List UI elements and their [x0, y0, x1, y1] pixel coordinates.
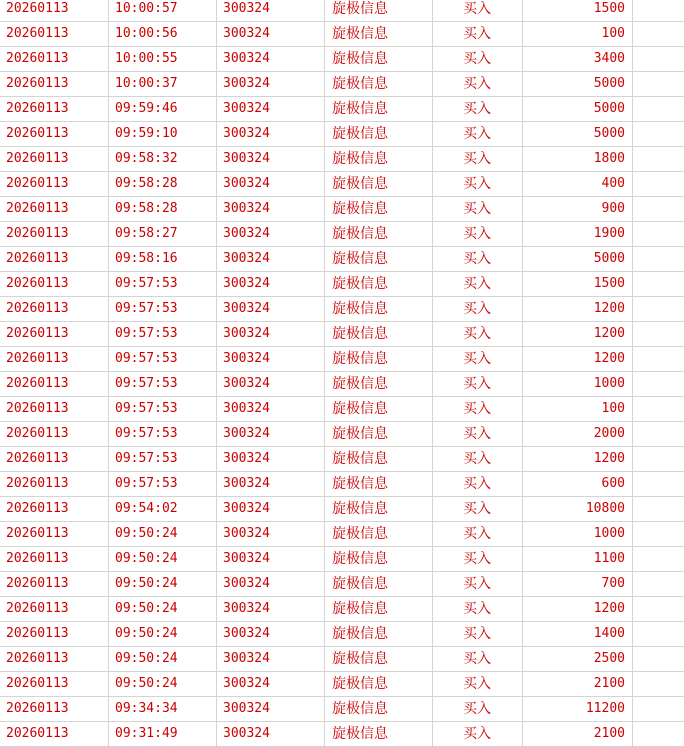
volume-cell: 5000	[523, 122, 633, 146]
direction-cell: 买入	[433, 172, 523, 196]
stock-code-cell: 300324	[217, 72, 325, 96]
date-cell: 20260113	[0, 197, 109, 221]
date-cell: 20260113	[0, 447, 109, 471]
table-row[interactable]	[0, 597, 684, 622]
stock-name-cell: 旋极信息	[325, 547, 433, 571]
direction-cell: 买入	[433, 397, 523, 421]
stock-code-cell: 300324	[217, 97, 325, 121]
volume-cell: 2000	[523, 422, 633, 446]
time-cell: 09:50:24	[109, 647, 217, 671]
volume-cell: 1200	[523, 322, 633, 346]
time-cell: 09:50:24	[109, 522, 217, 546]
direction-cell: 买入	[433, 622, 523, 646]
empty-cell	[633, 97, 684, 121]
table-row[interactable]	[0, 647, 684, 672]
stock-name-cell: 旋极信息	[325, 497, 433, 521]
date-cell: 20260113	[0, 122, 109, 146]
empty-cell	[633, 72, 684, 96]
stock-code-cell: 300324	[217, 22, 325, 46]
stock-name-cell: 旋极信息	[325, 97, 433, 121]
stock-name-cell: 旋极信息	[325, 0, 433, 21]
stock-code-cell: 300324	[217, 47, 325, 71]
time-cell: 09:57:53	[109, 297, 217, 321]
stock-name-cell: 旋极信息	[325, 22, 433, 46]
time-cell: 09:57:53	[109, 447, 217, 471]
table-row[interactable]	[0, 372, 684, 397]
stock-name-cell: 旋极信息	[325, 597, 433, 621]
stock-name-cell: 旋极信息	[325, 47, 433, 71]
stock-code-cell: 300324	[217, 272, 325, 296]
volume-cell: 10800	[523, 497, 633, 521]
volume-cell: 400	[523, 172, 633, 196]
direction-cell: 买入	[433, 0, 523, 21]
direction-cell: 买入	[433, 447, 523, 471]
volume-cell: 1900	[523, 222, 633, 246]
empty-cell	[633, 147, 684, 171]
direction-cell: 买入	[433, 722, 523, 746]
direction-cell: 买入	[433, 22, 523, 46]
direction-cell: 买入	[433, 647, 523, 671]
time-cell: 09:50:24	[109, 597, 217, 621]
date-cell: 20260113	[0, 672, 109, 696]
stock-code-cell: 300324	[217, 172, 325, 196]
volume-cell: 1500	[523, 272, 633, 296]
date-cell: 20260113	[0, 347, 109, 371]
table-row[interactable]	[0, 197, 684, 222]
direction-cell: 买入	[433, 472, 523, 496]
direction-cell: 买入	[433, 147, 523, 171]
date-cell: 20260113	[0, 0, 109, 21]
time-cell: 09:57:53	[109, 472, 217, 496]
stock-name-cell: 旋极信息	[325, 447, 433, 471]
volume-cell: 2100	[523, 722, 633, 746]
stock-code-cell: 300324	[217, 697, 325, 721]
stock-name-cell: 旋极信息	[325, 722, 433, 746]
direction-cell: 买入	[433, 347, 523, 371]
stock-name-cell: 旋极信息	[325, 347, 433, 371]
empty-cell	[633, 672, 684, 696]
time-cell: 09:31:49	[109, 722, 217, 746]
date-cell: 20260113	[0, 472, 109, 496]
empty-cell	[633, 197, 684, 221]
stock-name-cell: 旋极信息	[325, 472, 433, 496]
stock-code-cell: 300324	[217, 222, 325, 246]
empty-cell	[633, 322, 684, 346]
empty-cell	[633, 247, 684, 271]
stock-code-cell: 300324	[217, 347, 325, 371]
stock-code-cell: 300324	[217, 647, 325, 671]
direction-cell: 买入	[433, 47, 523, 71]
empty-cell	[633, 497, 684, 521]
direction-cell: 买入	[433, 522, 523, 546]
direction-cell: 买入	[433, 572, 523, 596]
date-cell: 20260113	[0, 22, 109, 46]
time-cell: 09:57:53	[109, 347, 217, 371]
date-cell: 20260113	[0, 272, 109, 296]
date-cell: 20260113	[0, 497, 109, 521]
time-cell: 09:50:24	[109, 572, 217, 596]
stock-code-cell: 300324	[217, 322, 325, 346]
direction-cell: 买入	[433, 247, 523, 271]
stock-code-cell: 300324	[217, 197, 325, 221]
empty-cell	[633, 0, 684, 21]
stock-name-cell: 旋极信息	[325, 172, 433, 196]
stock-code-cell: 300324	[217, 672, 325, 696]
table-row[interactable]	[0, 0, 684, 22]
table-row[interactable]	[0, 322, 684, 347]
time-cell: 10:00:56	[109, 22, 217, 46]
direction-cell: 买入	[433, 547, 523, 571]
date-cell: 20260113	[0, 597, 109, 621]
empty-cell	[633, 122, 684, 146]
volume-cell: 1200	[523, 597, 633, 621]
volume-cell: 1000	[523, 522, 633, 546]
time-cell: 09:58:28	[109, 197, 217, 221]
volume-cell: 1100	[523, 547, 633, 571]
direction-cell: 买入	[433, 672, 523, 696]
direction-cell: 买入	[433, 697, 523, 721]
stock-code-cell: 300324	[217, 0, 325, 21]
volume-cell: 1400	[523, 622, 633, 646]
empty-cell	[633, 222, 684, 246]
table-row[interactable]	[0, 347, 684, 372]
empty-cell	[633, 647, 684, 671]
direction-cell: 买入	[433, 272, 523, 296]
volume-cell: 5000	[523, 247, 633, 271]
volume-cell: 700	[523, 572, 633, 596]
table-row[interactable]	[0, 672, 684, 697]
stock-code-cell: 300324	[217, 472, 325, 496]
stock-code-cell: 300324	[217, 147, 325, 171]
volume-cell: 1200	[523, 347, 633, 371]
stock-name-cell: 旋极信息	[325, 147, 433, 171]
time-cell: 09:57:53	[109, 422, 217, 446]
time-cell: 09:58:28	[109, 172, 217, 196]
empty-cell	[633, 347, 684, 371]
stock-code-cell: 300324	[217, 722, 325, 746]
table-row[interactable]	[0, 97, 684, 122]
empty-cell	[633, 722, 684, 746]
stock-code-cell: 300324	[217, 572, 325, 596]
empty-cell	[633, 272, 684, 296]
time-cell: 09:50:24	[109, 547, 217, 571]
stock-name-cell: 旋极信息	[325, 672, 433, 696]
table-row[interactable]	[0, 422, 684, 447]
time-cell: 09:57:53	[109, 372, 217, 396]
direction-cell: 买入	[433, 197, 523, 221]
date-cell: 20260113	[0, 222, 109, 246]
time-cell: 09:58:32	[109, 147, 217, 171]
time-cell: 09:50:24	[109, 622, 217, 646]
empty-cell	[633, 472, 684, 496]
volume-cell: 1800	[523, 147, 633, 171]
table-row[interactable]	[0, 22, 684, 47]
table-row[interactable]	[0, 172, 684, 197]
table-row[interactable]	[0, 547, 684, 572]
volume-cell: 1500	[523, 0, 633, 21]
table-row[interactable]	[0, 122, 684, 147]
stock-name-cell: 旋极信息	[325, 622, 433, 646]
stock-code-cell: 300324	[217, 297, 325, 321]
table-row[interactable]	[0, 472, 684, 497]
stock-name-cell: 旋极信息	[325, 197, 433, 221]
date-cell: 20260113	[0, 422, 109, 446]
stock-name-cell: 旋极信息	[325, 697, 433, 721]
date-cell: 20260113	[0, 522, 109, 546]
time-cell: 09:59:10	[109, 122, 217, 146]
date-cell: 20260113	[0, 72, 109, 96]
time-cell: 09:50:24	[109, 672, 217, 696]
empty-cell	[633, 372, 684, 396]
direction-cell: 买入	[433, 372, 523, 396]
empty-cell	[633, 697, 684, 721]
stock-code-cell: 300324	[217, 422, 325, 446]
date-cell: 20260113	[0, 547, 109, 571]
table-row[interactable]	[0, 247, 684, 272]
table-row[interactable]	[0, 147, 684, 172]
empty-cell	[633, 422, 684, 446]
time-cell: 10:00:55	[109, 47, 217, 71]
table-row[interactable]	[0, 497, 684, 522]
empty-cell	[633, 22, 684, 46]
stock-name-cell: 旋极信息	[325, 522, 433, 546]
date-cell: 20260113	[0, 372, 109, 396]
stock-name-cell: 旋极信息	[325, 372, 433, 396]
stock-name-cell: 旋极信息	[325, 222, 433, 246]
stock-code-cell: 300324	[217, 122, 325, 146]
time-cell: 10:00:57	[109, 0, 217, 21]
date-cell: 20260113	[0, 647, 109, 671]
time-cell: 09:57:53	[109, 397, 217, 421]
date-cell: 20260113	[0, 247, 109, 271]
direction-cell: 买入	[433, 122, 523, 146]
table-row[interactable]	[0, 272, 684, 297]
direction-cell: 买入	[433, 322, 523, 346]
time-cell: 09:57:53	[109, 322, 217, 346]
date-cell: 20260113	[0, 172, 109, 196]
table-row[interactable]	[0, 297, 684, 322]
stock-code-cell: 300324	[217, 397, 325, 421]
empty-cell	[633, 47, 684, 71]
direction-cell: 买入	[433, 422, 523, 446]
volume-cell: 1000	[523, 372, 633, 396]
table-row[interactable]	[0, 697, 684, 722]
date-cell: 20260113	[0, 622, 109, 646]
empty-cell	[633, 622, 684, 646]
stock-name-cell: 旋极信息	[325, 322, 433, 346]
empty-cell	[633, 547, 684, 571]
volume-cell: 3400	[523, 47, 633, 71]
table-row[interactable]	[0, 397, 684, 422]
volume-cell: 5000	[523, 72, 633, 96]
time-cell: 10:00:37	[109, 72, 217, 96]
empty-cell	[633, 397, 684, 421]
stock-name-cell: 旋极信息	[325, 647, 433, 671]
empty-cell	[633, 572, 684, 596]
empty-cell	[633, 522, 684, 546]
date-cell: 20260113	[0, 322, 109, 346]
date-cell: 20260113	[0, 697, 109, 721]
table-row[interactable]	[0, 222, 684, 247]
volume-cell: 5000	[523, 97, 633, 121]
date-cell: 20260113	[0, 572, 109, 596]
direction-cell: 买入	[433, 72, 523, 96]
stock-name-cell: 旋极信息	[325, 272, 433, 296]
stock-name-cell: 旋极信息	[325, 72, 433, 96]
volume-cell: 11200	[523, 697, 633, 721]
stock-name-cell: 旋极信息	[325, 297, 433, 321]
date-cell: 20260113	[0, 297, 109, 321]
stock-code-cell: 300324	[217, 522, 325, 546]
volume-cell: 900	[523, 197, 633, 221]
direction-cell: 买入	[433, 297, 523, 321]
table-row[interactable]	[0, 722, 684, 747]
table-row[interactable]	[0, 572, 684, 597]
date-cell: 20260113	[0, 97, 109, 121]
stock-name-cell: 旋极信息	[325, 247, 433, 271]
volume-cell: 2500	[523, 647, 633, 671]
volume-cell: 100	[523, 397, 633, 421]
date-cell: 20260113	[0, 397, 109, 421]
volume-cell: 100	[523, 22, 633, 46]
stock-name-cell: 旋极信息	[325, 572, 433, 596]
stock-name-cell: 旋极信息	[325, 122, 433, 146]
time-cell: 09:57:53	[109, 272, 217, 296]
stock-code-cell: 300324	[217, 447, 325, 471]
date-cell: 20260113	[0, 147, 109, 171]
direction-cell: 买入	[433, 497, 523, 521]
stock-code-cell: 300324	[217, 622, 325, 646]
stock-name-cell: 旋极信息	[325, 397, 433, 421]
direction-cell: 买入	[433, 222, 523, 246]
table-row[interactable]	[0, 447, 684, 472]
volume-cell: 2100	[523, 672, 633, 696]
direction-cell: 买入	[433, 97, 523, 121]
volume-cell: 1200	[523, 297, 633, 321]
time-cell: 09:54:02	[109, 497, 217, 521]
stock-code-cell: 300324	[217, 547, 325, 571]
stock-code-cell: 300324	[217, 497, 325, 521]
date-cell: 20260113	[0, 47, 109, 71]
stock-code-cell: 300324	[217, 247, 325, 271]
stock-code-cell: 300324	[217, 597, 325, 621]
table-row[interactable]	[0, 47, 684, 72]
stock-name-cell: 旋极信息	[325, 422, 433, 446]
time-cell: 09:58:27	[109, 222, 217, 246]
stock-code-cell: 300324	[217, 372, 325, 396]
time-cell: 09:34:34	[109, 697, 217, 721]
time-cell: 09:59:46	[109, 97, 217, 121]
empty-cell	[633, 297, 684, 321]
empty-cell	[633, 172, 684, 196]
empty-cell	[633, 447, 684, 471]
time-cell: 09:58:16	[109, 247, 217, 271]
empty-cell	[633, 597, 684, 621]
table-row[interactable]	[0, 72, 684, 97]
date-cell: 20260113	[0, 722, 109, 746]
table-row[interactable]	[0, 522, 684, 547]
table-row[interactable]	[0, 622, 684, 647]
volume-cell: 600	[523, 472, 633, 496]
volume-cell: 1200	[523, 447, 633, 471]
direction-cell: 买入	[433, 597, 523, 621]
